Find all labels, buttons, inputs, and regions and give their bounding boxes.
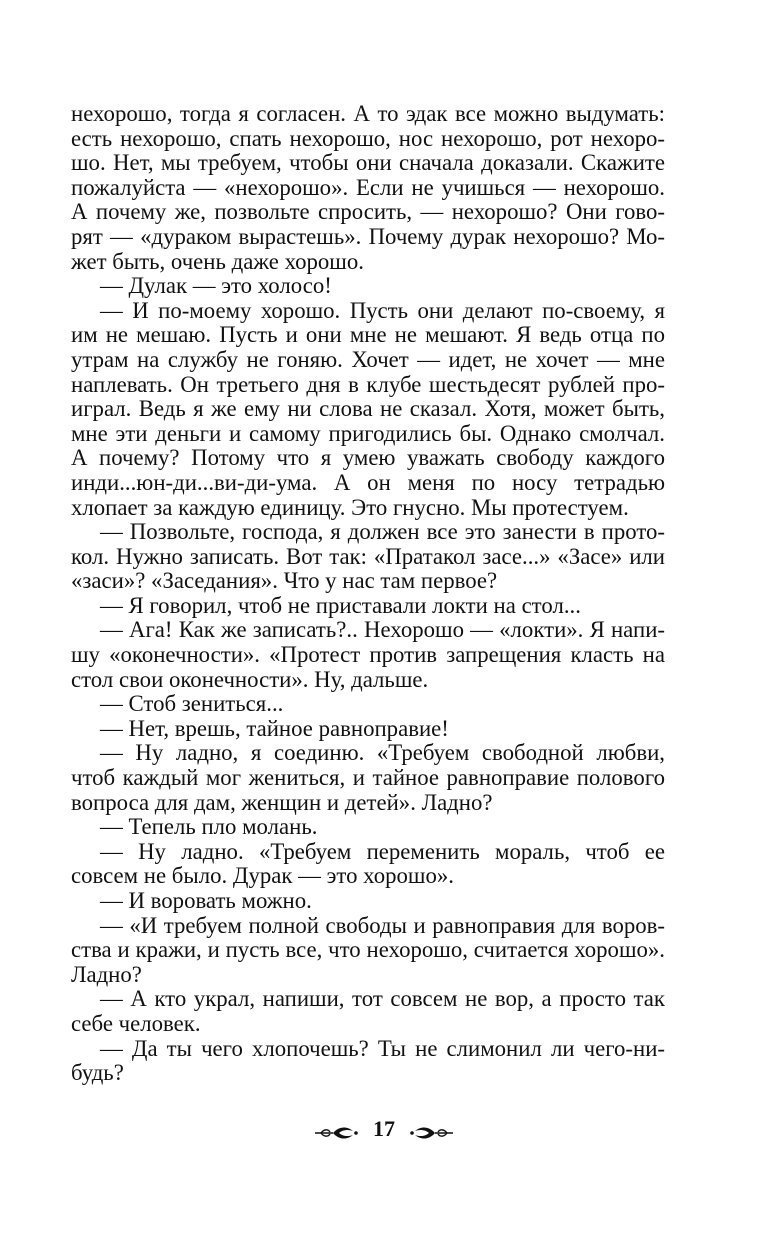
paragraph-6: — Ага! Как же записать?.. Нехорошо — «локти». Я напишу «оконечности». «Протест против запрещения класть на стол свои оконечности». Ну, дальше. <box>71 617 665 692</box>
paragraph-12: — И воровать можно. <box>100 888 312 913</box>
paragraph-2: — Дулак — это холосо! <box>100 273 332 299</box>
paragraph-8: — Нет, врешь, тайное равноправие! <box>100 715 449 741</box>
paragraph-11: — Ну ладно. «Требуем переменить мораль, чтоб ее совсем не было. Дурак — это хорошо». <box>71 838 665 889</box>
fleuron-left-icon <box>313 1121 359 1137</box>
paragraph-15: — Да ты чего хлопочешь? Ты не слимонил ли чего-нибудь? <box>71 1035 665 1086</box>
paragraph-7: — Стоб зениться... <box>100 691 284 717</box>
paragraph-1: нехорошо, тогда я согласен. А то эдак все можно выдумать: есть нехорошо, спать нехорошо, нос нехорошо, рот нехорошо. Нет, мы требуем, чтобы они сначала доказали. Скажите пожалуйста — «нехорошо». Если не учишься — нехорошо. А почему же, позвольте спросить, — нехорошо? Они говорят — «дураком вырастешь». Почему дурак нехорошо? Может быть, очень даже хорошо. <box>71 101 665 274</box>
paragraph-3: — И по-моему хорошо. Пусть они делают по-своему, я им не мешаю. Пусть и они мне не мешают. Я ведь отца по утрам на службу не гоняю. Хочет — идет, не хочет — мне наплевать. Он третьего дня в клубе шестьдесят рублей проиграл. Ведь я же ему ни слова не сказал. Хотя, может быть, мне эти деньги и самому пригодились бы. Однако смолчал. А почему? Потому что я умею уважать свободу каждого инди...юн-ди...ви-ди-ума. А он меня по носу тетрадью хлопает за каждую единицу. Это гнусно. Мы протестуем. <box>71 297 665 520</box>
paragraph-4: — Позвольте, господа, я должен все это занести в протокол. Нужно записать. Вот так: «Пратакол засе...» «Засе» или «заси»? «Заседания». Что у нас там первое? <box>71 519 665 594</box>
paragraph-13: — «И требуем полной свободы и равноправия для воровства и кражи, и пусть все, что нехорошо, считается хорошо». Ладно? <box>71 912 665 987</box>
paragraph-10: — Тепель пло молань. <box>100 814 318 840</box>
fleuron-right-icon <box>409 1121 455 1137</box>
page-number: 17 <box>373 1116 395 1141</box>
page-text <box>71 102 665 1086</box>
paragraph-5: — Я говорил, чтоб не приставали локти на стол... <box>100 592 581 618</box>
paragraph-9: — Ну ладно, я соединю. «Требуем свободной любви, чтоб каждый мог жениться, и тайное равноправие полового вопроса для дам, женщин и детей». Ладно? <box>71 740 665 815</box>
paragraph-14: — А кто украл, напиши, тот совсем не вор, а просто так себе человек. <box>71 986 665 1036</box>
page-footer <box>0 1116 768 1142</box>
